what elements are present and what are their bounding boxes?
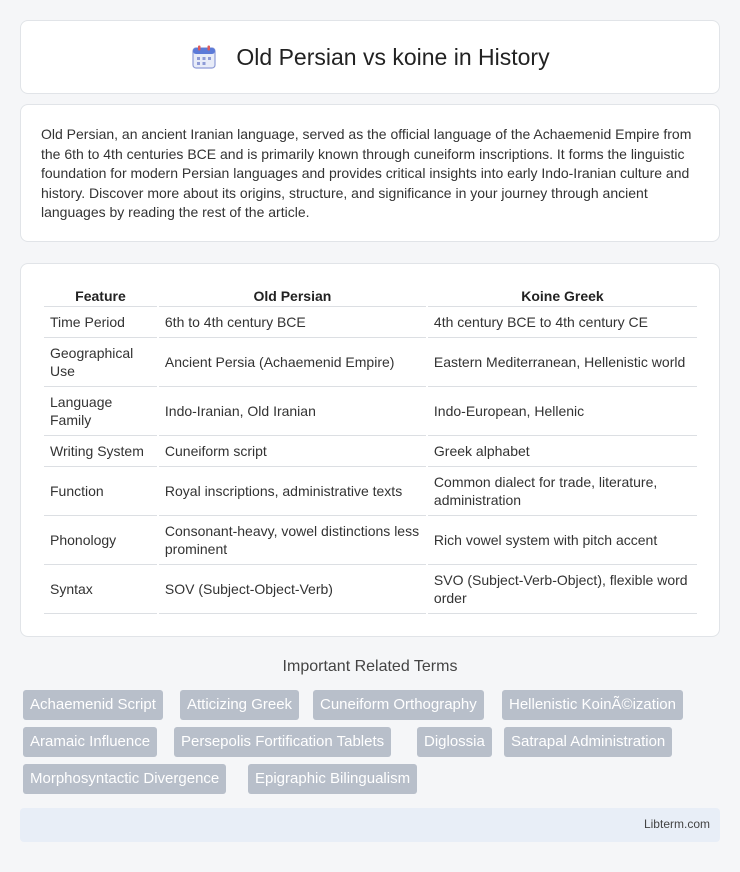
related-term-tag[interactable]: Diglossia xyxy=(417,727,492,757)
footer xyxy=(20,808,720,842)
related-term-tag[interactable]: Morphosyntactic Divergence xyxy=(23,764,226,794)
table-row xyxy=(44,338,697,387)
table-cell: SOV (Subject-Object-Verb) xyxy=(159,565,426,614)
page-title: Old Persian vs koine in History xyxy=(236,43,550,70)
table-cell: Cuneiform script xyxy=(159,436,426,467)
table-header-koine-greek: Koine Greek xyxy=(428,282,697,307)
table-row xyxy=(44,436,697,467)
table-cell: Language Family xyxy=(44,387,157,436)
table-cell: Time Period xyxy=(44,307,157,338)
table-row xyxy=(44,467,697,516)
related-term-tag[interactable]: Satrapal Administration xyxy=(504,727,672,757)
related-terms-title: Important Related Terms xyxy=(282,658,458,675)
calendar-icon xyxy=(190,43,218,71)
table-cell: Royal inscriptions, administrative texts xyxy=(159,467,426,516)
related-term-tag[interactable]: Atticizing Greek xyxy=(180,690,299,720)
header-card xyxy=(20,20,720,94)
table-cell: Consonant-heavy, vowel distinctions less prominent xyxy=(159,516,426,565)
intro-card xyxy=(20,104,720,242)
table-cell: Greek alphabet xyxy=(428,436,697,467)
related-term-tag[interactable]: Achaemenid Script xyxy=(23,690,163,720)
table-cell: Geographical Use xyxy=(44,338,157,387)
related-term-tag[interactable]: Persepolis Fortification Tablets xyxy=(174,727,391,757)
table-cell: Rich vowel system with pitch accent xyxy=(428,516,697,565)
table-cell: SVO (Subject-Verb-Object), flexible word order xyxy=(428,565,697,614)
table-header-feature: Feature xyxy=(44,282,157,307)
table-cell: Phonology xyxy=(44,516,157,565)
table-cell: Function xyxy=(44,467,157,516)
table-header-old-persian: Old Persian xyxy=(159,282,426,307)
related-term-tag[interactable]: Cuneiform Orthography xyxy=(313,690,484,720)
related-term-tag[interactable]: Aramaic Influence xyxy=(23,727,157,757)
table-row xyxy=(44,516,697,565)
table-cell: Eastern Mediterranean, Hellenistic world xyxy=(428,338,697,387)
table-cell: 6th to 4th century BCE xyxy=(159,307,426,338)
table-cell: Syntax xyxy=(44,565,157,614)
intro-text: Old Persian, an ancient Iranian language, served as the official language of the Achaemenid Empire from the 6th to 4th centuries BCE and is primarily known through cuneiform inscriptions. It forms the linguistic foundation for modern Persian languages and provides critical insights into early Indo-Iranian culture and history. Discover more about its origins, structure, and significance in your journey through ancient languages by reading the rest of the article. xyxy=(41,126,692,221)
table-cell: Common dialect for trade, literature, administration xyxy=(428,467,697,516)
comparison-table xyxy=(42,282,699,614)
related-term-tag[interactable]: Epigraphic Bilingualism xyxy=(248,764,417,794)
footer-site-link[interactable]: Libterm.com xyxy=(643,817,710,831)
table-cell: Indo-European, Hellenic xyxy=(428,387,697,436)
related-term-tag[interactable]: Hellenistic KoinÃ©ization xyxy=(502,690,683,720)
table-cell: Writing System xyxy=(44,436,157,467)
comparison-table-card xyxy=(20,263,720,637)
table-cell: Ancient Persia (Achaemenid Empire) xyxy=(159,338,426,387)
table-cell: 4th century BCE to 4th century CE xyxy=(428,307,697,338)
table-row xyxy=(44,387,697,436)
table-row xyxy=(44,565,697,614)
table-cell: Indo-Iranian, Old Iranian xyxy=(159,387,426,436)
table-row xyxy=(44,307,697,338)
